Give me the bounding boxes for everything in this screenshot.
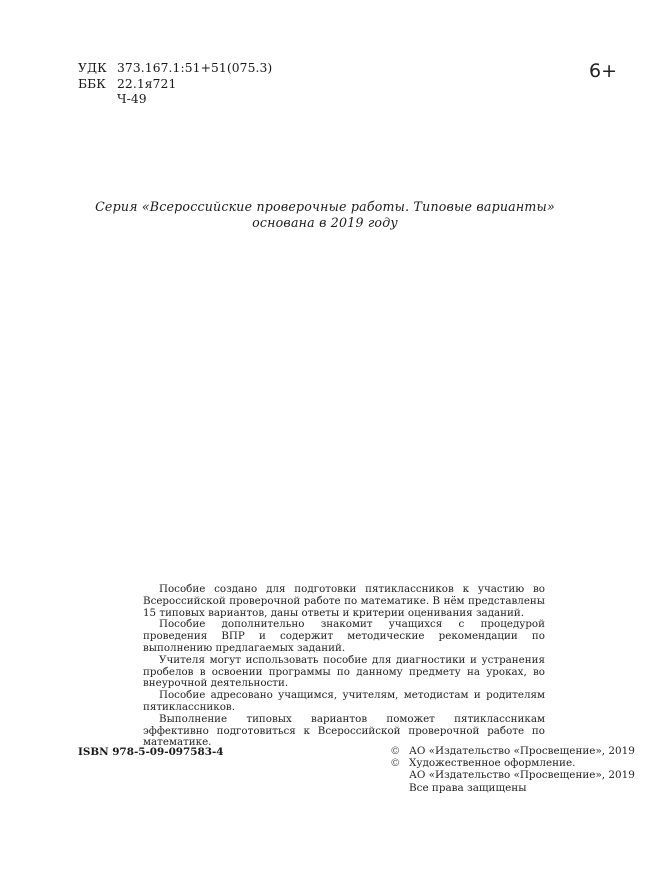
bbk-label: ББК <box>78 76 106 91</box>
age-rating: 6+ <box>589 60 618 82</box>
copyright-line: АО «Издательство «Просвещение», 2019 <box>409 769 635 782</box>
bbk-row <box>78 77 272 93</box>
annotation-paragraph: Учителя могут использовать пособие для диагностики и устранения пробелов в освоении программы по данному предмету на уроках, во внеурочной деятельности. <box>143 653 545 690</box>
annotation-paragraph: Пособие дополнительно знакомит учащихся с процедурой проведения ВПР и содержит методические рекомендации по выполнению предлагаемых заданий. <box>143 618 545 654</box>
rights-reserved: Все права защищены <box>409 781 527 794</box>
copyright-line: © Художественное оформление. <box>390 757 576 770</box>
series-line-1: Серия «Всероссийские проверочные работы. Типовые варианты» <box>95 199 555 214</box>
annotation-paragraph: Выполнение типовых вариантов поможет пятиклассникам эффективно подготовиться к Всероссийской проверочной работе по математике. <box>143 712 545 749</box>
copyright-line: © АО «Издательство «Просвещение», 2019 <box>390 745 635 757</box>
annotation-paragraph: Пособие создано для подготовки пятиклассников к участию во Всероссийской проверочной работе по математике. В нём представлены 15 типовых вариантов, даны ответы и критерии оценивания заданий. <box>143 583 545 619</box>
catalog-codes <box>78 61 272 108</box>
udk-value: 373.167.1:51+51(075.3) <box>117 61 273 75</box>
annotation <box>143 584 545 749</box>
series-note <box>0 199 650 230</box>
copyright-icon: © <box>390 745 401 757</box>
author-mark: Ч-49 <box>117 92 147 106</box>
isbn: ISBN 978-5-09-097583-4 <box>78 746 224 758</box>
annotation-paragraph: Пособие адресовано учащимся, учителям, методистам и родителям пятиклассников. <box>143 689 545 713</box>
udk-row <box>78 61 272 77</box>
copyright-icon: © <box>390 757 401 770</box>
series-line-2: основана в 2019 году <box>252 214 398 230</box>
udk-label: УДК <box>78 61 107 75</box>
copyright-block <box>390 745 635 794</box>
bbk-value: 22.1я721 <box>117 76 177 91</box>
